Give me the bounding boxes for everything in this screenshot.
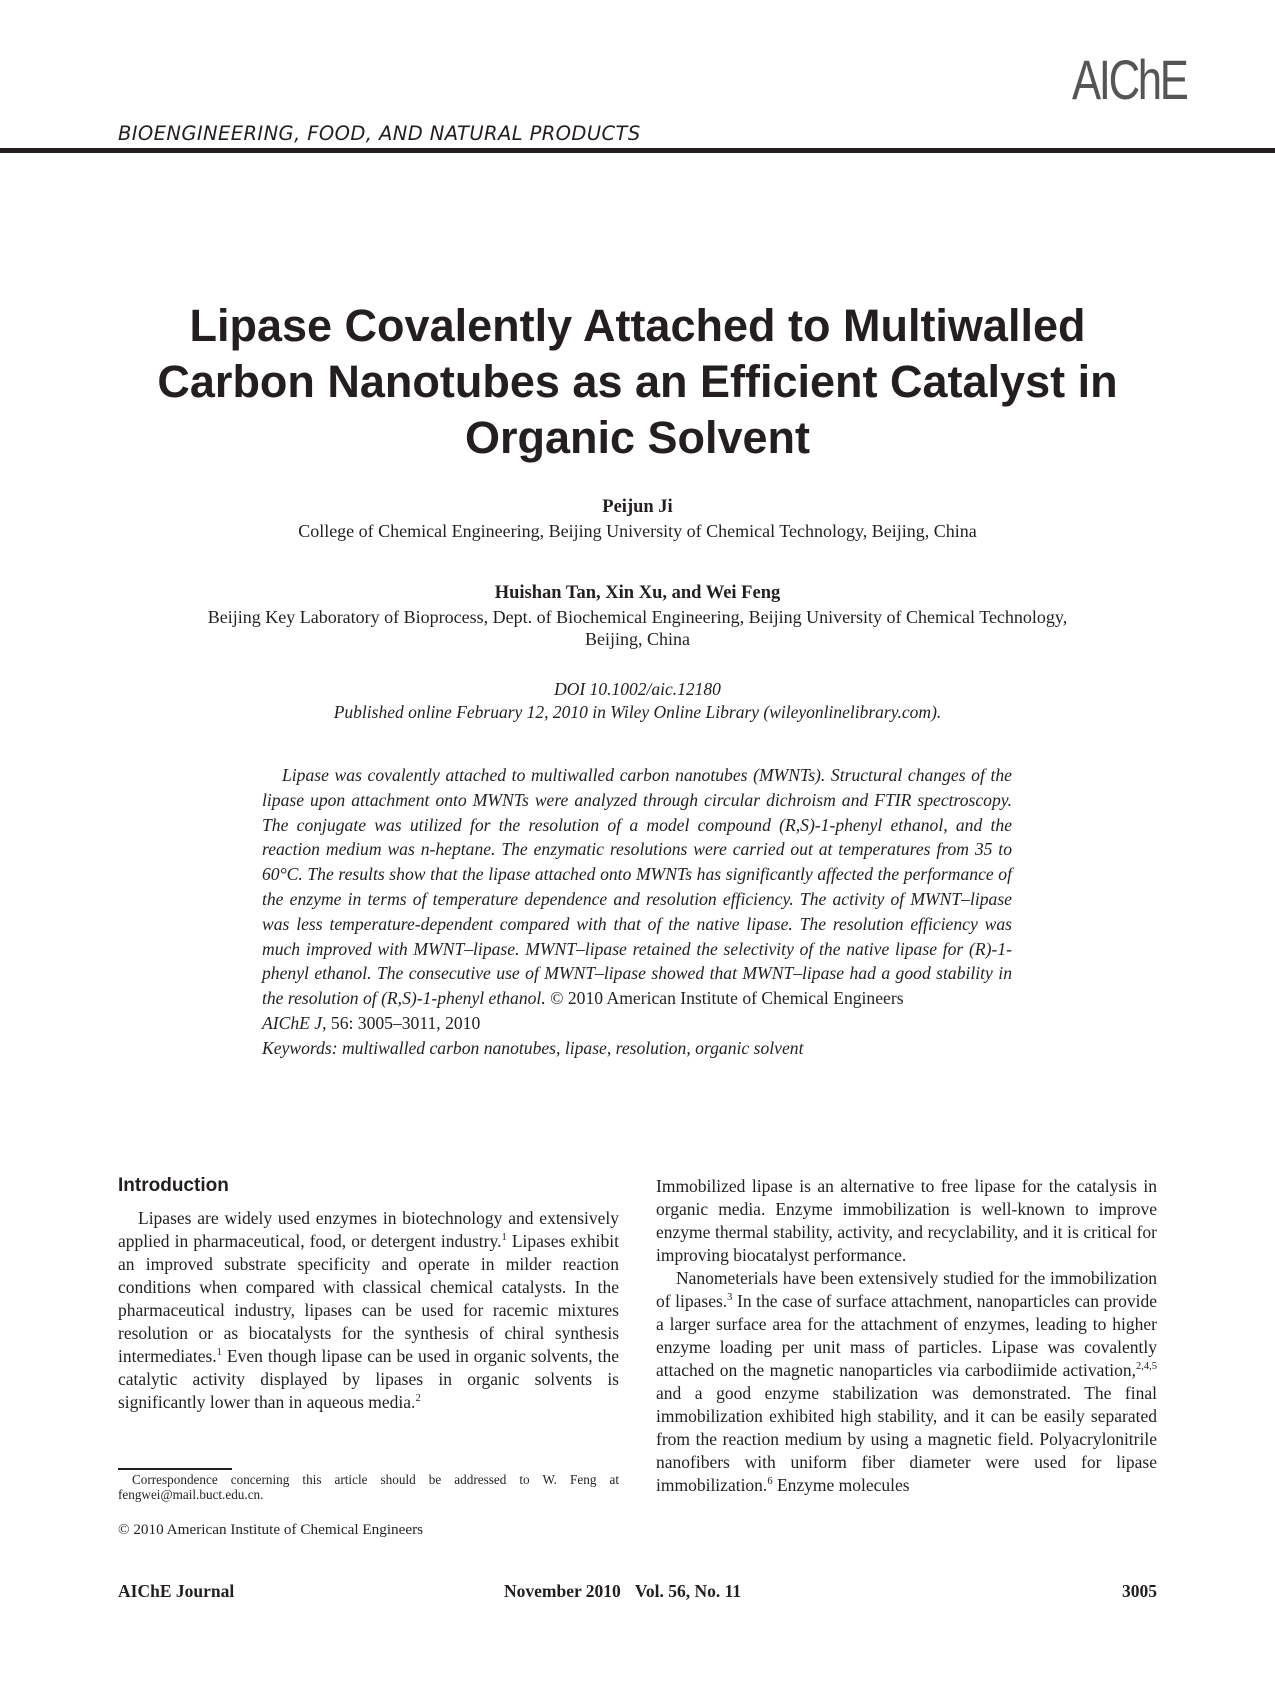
footer-issue [504,1580,741,1602]
author-affiliation: Beijing Key Laboratory of Bioprocess, Dept. of Biochemical Engineering, Beijing University of Chemical Technology, Beijing, China [207,607,1068,649]
citation-ref: 3 [727,1292,733,1303]
body-paragraph: Immobilized lipase is an alternative to free lipase for the catalysis in organic media. Enzyme immobilization is well-known to improve enzyme thermal stability, activity, and recyclability, and it is critical for improving biocatalyst performance. [656,1176,1157,1265]
article-title [60,298,1215,466]
published-online: Published online February 12, 2010 in Wiley Online Library (wileyonlinelibrary.com). [333,702,942,722]
citation-details: , 56: 3005–3011, 2010 [322,1012,481,1033]
abstract-text: Lipase was covalently attached to multiwalled carbon nanotubes (MWNTs). Structural changes of the lipase upon attachment onto MWNTs were analyzed through circular dichroism and FTIR spectroscopy. The conjugate was utilized for the resolution of a model compound (R,S)-1-phenyl ethanol, and the reaction medium was n-heptane. The enzymatic resolutions were carried out at temperatures from 35 to 60°C. The results show that the lipase attached onto MWNTs has significantly affected the performance of the enzyme in terms of temperature dependence and resolution efficiency. The activity of MWNT–lipase was less temperature-dependent compared with that of the native lipase. The resolution efficiency was much improved with MWNT–lipase. MWNT–lipase retained the selectivity of the native lipase for (R)-1-phenyl ethanol. The consecutive use of MWNT–lipase showed that MWNT–lipase had a good stability in the resolution of (R,S)-1-phenyl ethanol. [262,765,1012,1009]
abstract-paragraph [262,763,1012,1011]
left-column [118,1174,619,1414]
footer-date: November 2010 [504,1581,621,1601]
citation-ref: 6 [767,1476,773,1487]
abstract-copyright: © 2010 American Institute of Chemical Engineers [550,988,904,1009]
title-line: Lipase Covalently Attached to Multiwalled [189,300,1086,351]
citation-ref: 1 [501,1232,507,1243]
aiche-logo: AIChE [1072,48,1187,111]
text-run: Even though lipase can be used in organic solvents, the catalytic activity displayed by lipases in organic solvents is significantly lower than in aqueous media. [118,1346,619,1412]
section-heading-introduction: Introduction [118,1175,229,1196]
author-name: Huishan Tan, Xin Xu, and Wei Feng [494,583,781,603]
page-number: 3005 [1122,1581,1157,1601]
text-run: and a good enzyme stabilization was demonstrated. The final immobilization exhibited high stability, and it can be easily separated from the reaction medium by using a magnetic field. Polyacrylonitrile nanofibers with uniform fiber diameter were used for lipase immobilization. [656,1383,1157,1495]
title-line: Organic Solvent [464,412,811,463]
doi: DOI 10.1002/aic.12180 [554,679,721,699]
citation-ref: 1 [216,1347,222,1358]
header-rule [0,148,1275,153]
body-paragraph [118,1207,619,1414]
title-line: Carbon Nanotubes as an Efficient Catalyst in [157,356,1118,407]
correspondence-footnote: Correspondence concerning this article should be addressed to W. Feng at fengwei@mail.buct.edu.cn. [118,1472,619,1502]
text-run: In the case of surface attachment, nanoparticles can provide a larger surface area for the attachment of enzymes, leading to higher enzyme loading per unit mass of particles. Lipase was covalently attached on the magnetic nanoparticles via carbodiimide activation, [656,1291,1157,1380]
footer-journal: AIChE Journal [118,1581,235,1601]
author-affiliation: College of Chemical Engineering, Beijing University of Chemical Technology, Beijing, China [298,521,977,541]
text-run: Lipases are widely used enzymes in biotechnology and extensively applied in pharmaceutical, food, or detergent industry. [118,1208,619,1251]
copyright-notice: © 2010 American Institute of Chemical Engineers [118,1521,424,1538]
author-block-2 [180,582,1095,650]
journal-abbrev: AIChE J [262,1012,323,1033]
doi-block [180,678,1095,724]
right-column [656,1175,1157,1497]
text-run: Lipases exhibit an improved substrate specificity and operate in milder reaction conditions when compared with classical chemical catalysts. In the pharmaceutical industry, lipases can be used for racemic mixtures resolution or as biocatalysts for the synthesis of chiral synthesis intermediates. [118,1231,620,1366]
author-block-1 [180,496,1095,542]
footer-volume: Vol. 56, No. 11 [634,1581,742,1601]
body-paragraph [656,1267,1157,1497]
citation-ref: 2,4,5 [1136,1361,1157,1372]
keywords: Keywords: multiwalled carbon nanotubes, lipase, resolution, organic solvent [262,1037,804,1058]
journal-citation [262,1011,1012,1036]
section-label: BIOENGINEERING, FOOD, AND NATURAL PRODUCTS [118,122,641,145]
text-run: Enzyme molecules [772,1475,910,1495]
citation-ref: 2 [415,1393,421,1404]
text-run: Nanometerials have been extensively studied for the immobilization of lipases. [656,1268,1157,1311]
footnote-rule [118,1468,232,1470]
abstract [262,763,1012,1061]
author-name: Peijun Ji [602,497,673,517]
